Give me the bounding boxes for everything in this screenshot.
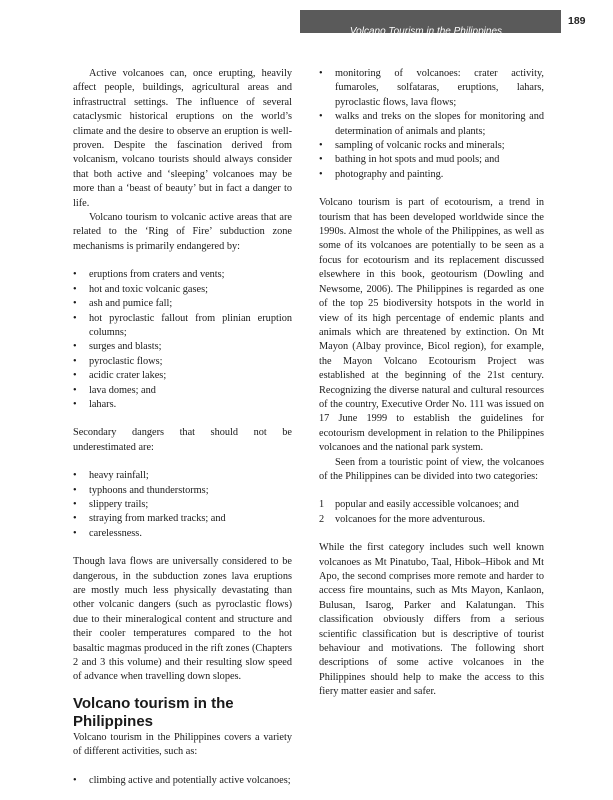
list-item: • sampling of volcanic rocks and minerals;	[319, 139, 544, 153]
list-item: • carelessness.	[73, 527, 292, 541]
paragraph: Secondary dangers that should not be underestimated are:	[73, 427, 292, 453]
list-item: • surges and blasts;	[73, 340, 292, 354]
list-item: • climbing active and potentially active volcanoes;	[73, 774, 292, 788]
list-number: 2	[319, 513, 325, 525]
paragraph: While the first category includes such well known volcanoes as Mt Pinatubo, Taal, Hibok–Hibok and Mt Apo, the second comprises more remote and harder to access fire mountains, such as Mts Mayon, Kanlaon, Bulusan, Isarog, Parker and Kalatungan. This classification obviously differs from a serious scientific classification but is descriptive of tourist behaviour and motivations. The following short descriptions of some active volcanoes in the Philippines should help to make the access to this fiery matter easier and safer.	[319, 542, 544, 698]
activities-list	[73, 774, 292, 788]
list-item	[319, 513, 544, 527]
list-item: • pyroclastic flows;	[73, 355, 292, 369]
list-item: • monitoring of volcanoes: crater activity, fumaroles, solfataras, eruptions, lahars, pyroclastic flows, lava flows;	[319, 67, 544, 110]
list-item: • straying from marked tracks; and	[73, 512, 292, 526]
paragraph: Active volcanoes can, once erupting, heavily affect people, buildings, agricultural areas and infrastructral settings. The influence of several cataclysmic historical eruptions on the world’s climate and the desire to observe an eruption is well-proven. Despite the fascination derived from volcanism, volcano tourists should always consider that both active and ‘sleeping’ volcanoes may be more than a ‘beast of beauty’ but in fact a danger to life.	[73, 68, 292, 209]
right-column	[319, 67, 544, 700]
activities-list-continued	[319, 67, 544, 182]
list-item: • slippery trails;	[73, 498, 292, 512]
secondary-dangers-list	[73, 469, 292, 541]
left-column	[73, 67, 292, 788]
section-heading: Volcano tourism in the Philippines	[73, 694, 234, 730]
list-item: • hot pyroclastic fallout from plinian eruption columns;	[73, 312, 292, 341]
list-item: • hot and toxic volcanic gases;	[73, 283, 292, 297]
paragraph: Seen from a touristic point of view, the volcanoes of the Philippines can be divided into two categories:	[319, 456, 544, 482]
list-text: popular and easily accessible volcanoes; and	[335, 499, 519, 511]
categories-list	[319, 498, 544, 527]
list-item: • ash and pumice fall;	[73, 297, 292, 311]
list-number: 1	[319, 499, 325, 511]
running-title: Volcano Tourism in the Philippines	[349, 26, 502, 37]
list-item: • acidic crater lakes;	[73, 369, 292, 383]
list-item: • walks and treks on the slopes for monitoring and determination of animals and plants;	[319, 110, 544, 139]
hazards-list	[73, 268, 292, 412]
list-item: • eruptions from craters and vents;	[73, 268, 292, 282]
page-number: 189	[568, 15, 586, 27]
list-item: • lahars.	[73, 398, 292, 412]
running-header	[0, 0, 613, 37]
list-item: • typhoons and thunderstorms;	[73, 484, 292, 498]
list-item: • lava domes; and	[73, 384, 292, 398]
paragraph: Though lava flows are universally considered to be dangerous, in the subduction zones lava eruptions are mostly much less physically devastating than other volcanic dangers (such as pyroclastic flows) due to their mineralogical content and structure and their cooler temperatures compared to the hot basaltic magmas produced in the rift zones (Chapters 2 and 3 this volume) and their resulting slow speed of advance when travelling down slopes.	[73, 556, 292, 683]
list-item	[319, 498, 544, 512]
list-text: volcanoes for the more adventurous.	[335, 513, 486, 525]
list-item: • bathing in hot spots and mud pools; and	[319, 153, 544, 167]
list-item: • photography and painting.	[319, 168, 544, 182]
paragraph: Volcano tourism in the Philippines covers a variety of different activities, such as:	[73, 731, 292, 758]
paragraph: Volcano tourism to volcanic active areas that are related to the ‘Ring of Fire’ subduction zone mechanisms is primarily endangered by:	[73, 212, 292, 252]
header-bar	[300, 10, 561, 37]
paragraph: Volcano tourism is part of ecotourism, a trend in tourism that has been developed worldwide since the 1990s. Almost the whole of the Philippines, as well as some of its volcanoes are potentially to be seen as a focus for ecotourism and its replacement discussed elsewhere in this book, geotourism (Dowling and Newsome, 2006). The Philippines is regarded as one of the top 25 biodiversity hotspots in the world in view of its high percentage of endemic plants and animals which are threatened by extinction. On Mt Mayon (Albay province, Bicol region), for example, the Mayon Volcano Ecotourism Project was established at the beginning of the 21st century. Recognizing the diverse natural and cultural resources of the country, Executive Order No. 111 was issued on 17 June 1999 to establish the guidelines for ecotourism development in relation to the Philippines volcanoes and the national park system.	[319, 197, 544, 454]
list-item: • heavy rainfall;	[73, 469, 292, 483]
